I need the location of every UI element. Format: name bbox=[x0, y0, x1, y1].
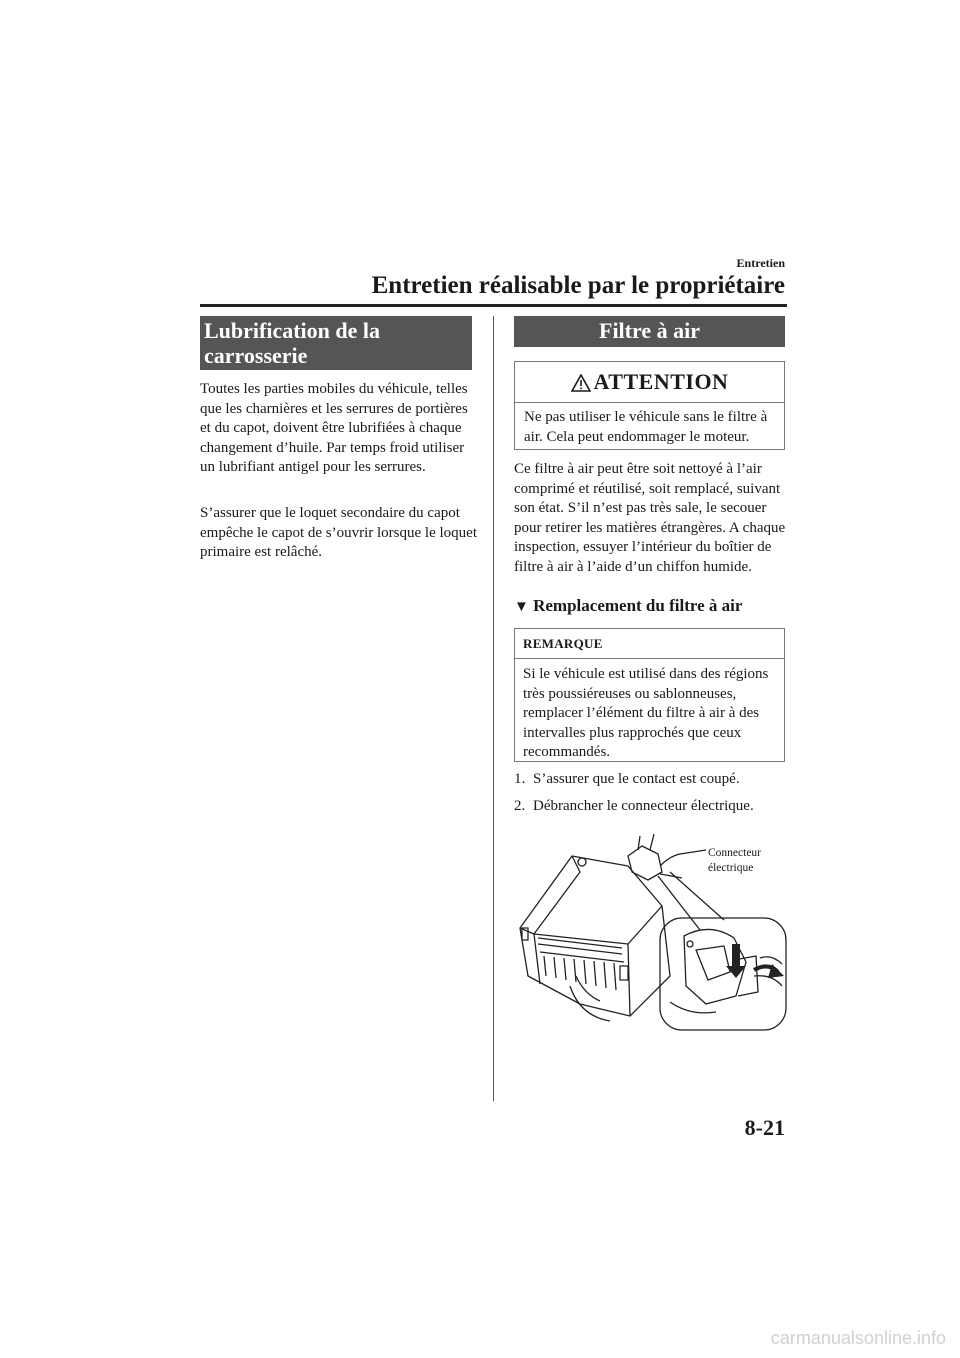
attention-header bbox=[515, 362, 784, 403]
connector-callout bbox=[708, 846, 761, 876]
triangle-down-icon: ▼ bbox=[514, 599, 529, 615]
watermark: carmanualsonline.info bbox=[770, 1328, 946, 1348]
attention-title: ATTENTION bbox=[593, 369, 729, 394]
header-section: Entretien bbox=[736, 256, 785, 270]
lubrication-heading-line2: carrosserie bbox=[204, 343, 308, 368]
lubrication-paragraph-1: Toutes les parties mobiles du véhicule, telles que les charnières et les serrures de portières et du capot, doivent être lubrifiées à chaque changement d’huile. Par temps froid utiliser un lubrifiant antigel pour les serrures. bbox=[200, 381, 468, 476]
callout-line2: électrique bbox=[708, 862, 754, 874]
note-text: Si le véhicule est utilisé dans des régions très poussiéreuses ou sablonneuses, remplacer l’élément du filtre à air à des intervalles plus rapprochés que ceux recommandés. bbox=[523, 666, 769, 761]
step-1-number: 1. bbox=[514, 771, 526, 787]
lubrication-heading bbox=[200, 316, 472, 370]
step-2-text: Débrancher le connecteur électrique. bbox=[533, 798, 754, 814]
note-title: REMARQUE bbox=[515, 629, 784, 659]
replacement-subheading bbox=[514, 596, 742, 616]
note-box bbox=[514, 628, 785, 762]
page-number: 8-21 bbox=[744, 1115, 785, 1140]
callout-line1: Connecteur bbox=[708, 847, 762, 859]
air-filter-paragraph: Ce filtre à air peut être soit nettoyé à l’air comprimé et réutilisé, soit remplacé, suivant son état. S’il n’est pas très sale, le secouer pour retirer les matières étrangères. A chaque inspection, essuyer l’intérieur du boîtier de filtre à air à l’aide d’un chiffon humide. bbox=[514, 461, 786, 575]
warning-icon bbox=[571, 374, 591, 392]
step-1-text: S’assurer que le contact est coupé. bbox=[533, 771, 740, 787]
step-2 bbox=[514, 798, 754, 815]
attention-text: Ne pas utiliser le véhicule sans le filtre à air. Cela peut endommager le moteur. bbox=[524, 409, 768, 445]
attention-box bbox=[514, 361, 785, 450]
step-2-number: 2. bbox=[514, 798, 526, 814]
header-title: Entretien réalisable par le propriétaire bbox=[371, 272, 785, 299]
replacement-subheading-text: Remplacement du filtre à air bbox=[533, 596, 743, 615]
air-filter-heading: Filtre à air bbox=[514, 316, 785, 347]
lubrication-paragraph-2: S’assurer que le loquet secondaire du capot empêche le capot de s’ouvrir lorsque le loquet primaire est relâché. bbox=[200, 505, 477, 561]
column-divider bbox=[493, 316, 494, 1101]
header-rule bbox=[200, 304, 787, 307]
lubrication-heading-line1: Lubrification de la bbox=[204, 318, 381, 343]
step-1 bbox=[514, 771, 740, 788]
